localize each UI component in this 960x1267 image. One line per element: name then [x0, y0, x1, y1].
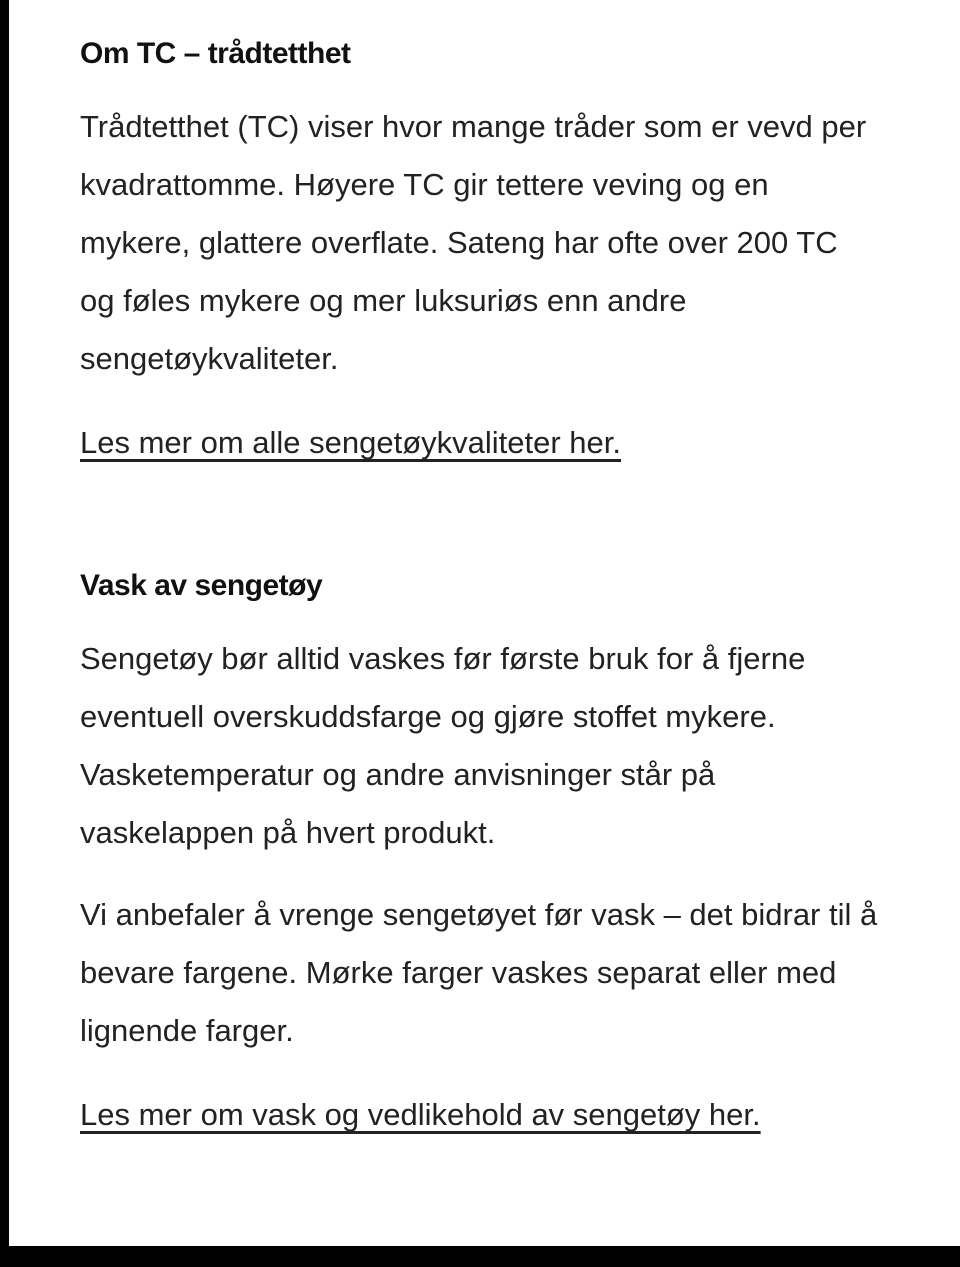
paragraph-om-tc: Trådtetthet (TC) viser hvor mange tråder som er vevd per kvadrattomme. Høyere TC gir tettere veving og en mykere, glattere overflate. Sateng har ofte over 200 TC og føles mykere og mer luksuriøs enn andre sengetøykvaliteter.	[80, 109, 867, 376]
paragraph-vask-2: Vi anbefaler å vrenge sengetøyet før vask – det bidrar til å bevare fargene. Mørke farger vaskes separat eller med lignende farger.	[80, 897, 878, 1048]
link-sengetoykvaliteter[interactable]: Les mer om alle sengetøykvaliteter her.	[80, 425, 622, 460]
section-om-tc	[80, 36, 880, 472]
article-content	[80, 36, 880, 1144]
link-vask-vedlikehold[interactable]: Les mer om vask og vedlikehold av sengetøy her.	[80, 1097, 761, 1132]
left-border-bar	[0, 0, 9, 1267]
section-heading-om-tc: Om TC – trådtetthet	[80, 37, 351, 70]
paragraph-vask-1: Sengetøy bør alltid vaskes før første bruk for å fjerne eventuell overskuddsfarge og gjøre stoffet mykere. Vasketemperatur og andre anvisninger står på vaskelappen på hvert produkt.	[80, 641, 806, 850]
bottom-border-bar	[0, 1246, 960, 1267]
section-vask	[80, 568, 880, 1144]
section-heading-vask: Vask av sengetøy	[80, 569, 323, 602]
